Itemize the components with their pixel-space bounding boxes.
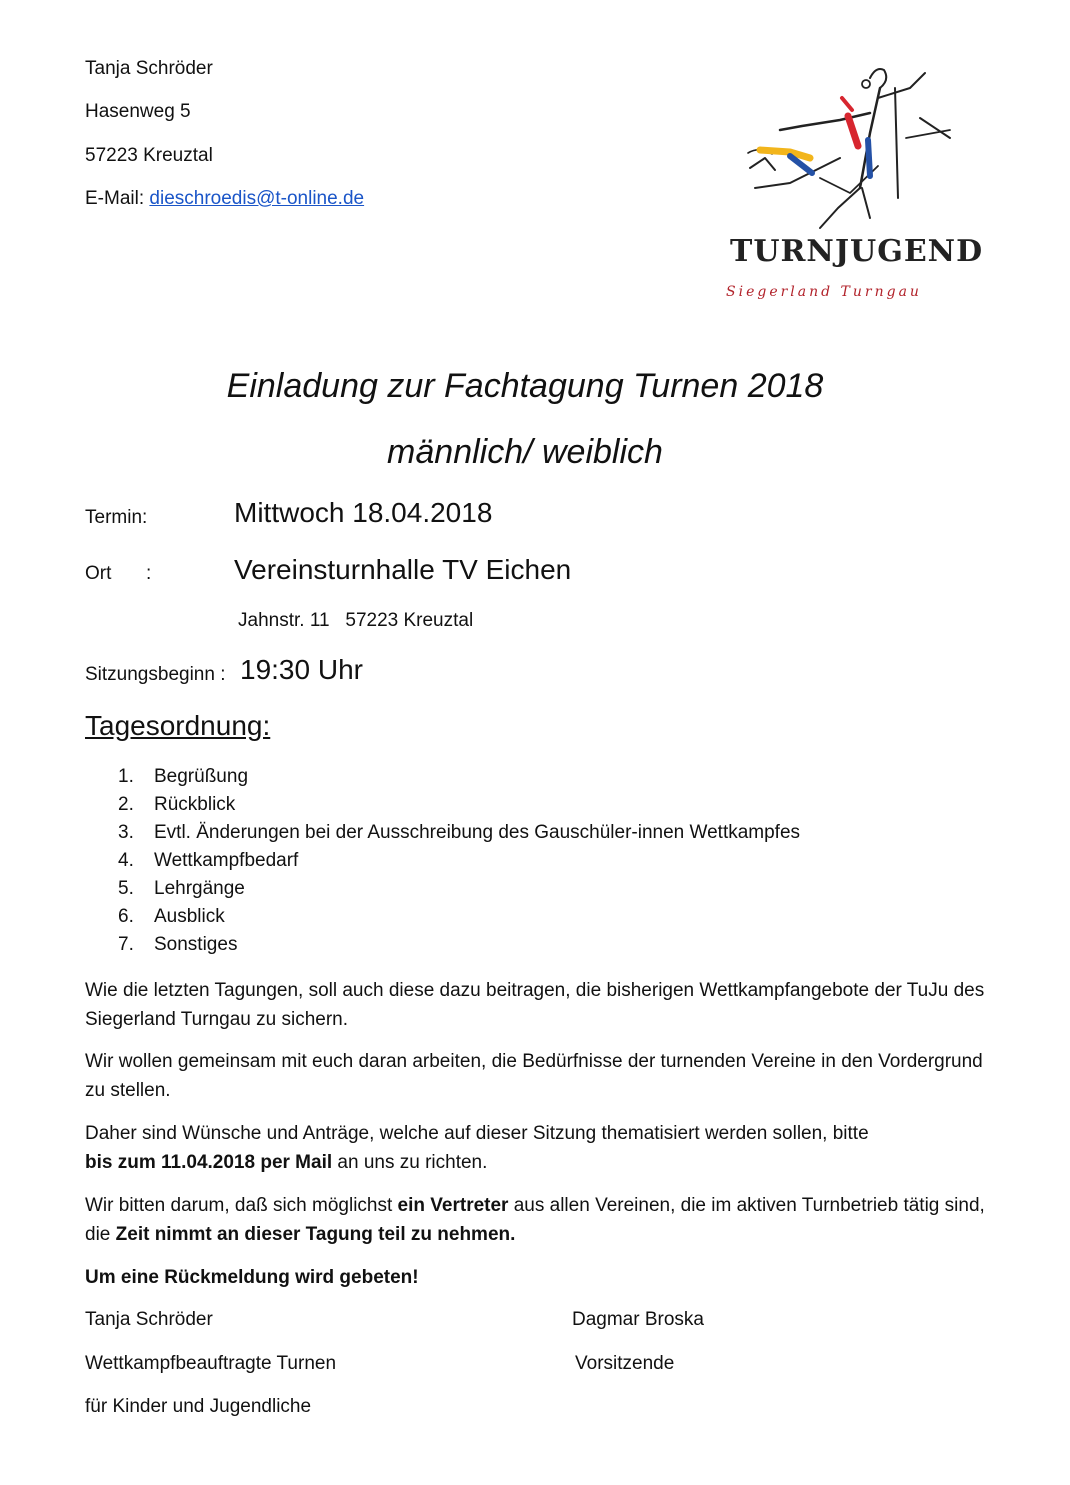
paragraph-5 xyxy=(85,1263,985,1292)
turnjugend-logo xyxy=(720,58,984,308)
agenda-item-number: 5. xyxy=(118,878,134,899)
paragraph-4 xyxy=(85,1191,985,1249)
agenda-item-number: 1. xyxy=(118,766,134,787)
signature-left-role-2: für Kinder und Jugendliche xyxy=(85,1396,312,1417)
paragraph-3 xyxy=(85,1119,985,1177)
logo-subtitle: Siegerland Turngau xyxy=(726,284,922,300)
agenda-heading: Tagesordnung: xyxy=(85,710,271,741)
agenda-item-text: Begrüßung xyxy=(154,766,249,787)
agenda-item-number: 2. xyxy=(118,794,134,815)
paragraph-3-end: an uns zu richten. xyxy=(332,1152,488,1173)
gymnast-figure-icon xyxy=(720,58,970,308)
agenda-item-number: 6. xyxy=(118,906,134,927)
sender-street: Hasenweg 5 xyxy=(85,101,191,122)
feedback-request: Um eine Rückmeldung wird gebeten! xyxy=(85,1267,419,1288)
agenda-item-text: Sonstiges xyxy=(154,934,238,955)
paragraph-1 xyxy=(85,976,985,1034)
title-line-1: Einladung zur Fachtagung Turnen 2018 xyxy=(226,367,824,405)
termin-value: Mittwoch 18.04.2018 xyxy=(234,497,493,528)
paragraph-1-text: Wie die letzten Tagungen, soll auch diese dazu beitragen, die bisherigen Wettkampfangebote der TuJu des Siegerland Turngau zu sichern. xyxy=(85,980,985,1030)
sitzungsbeginn-value: 19:30 Uhr xyxy=(240,654,363,685)
signature-left-role: Wettkampfbeauftragte Turnen xyxy=(85,1353,337,1374)
email-link[interactable]: dieschroedis@t-online.de xyxy=(149,188,365,209)
agenda-item-text: Rückblick xyxy=(154,794,236,815)
agenda-item-number: 3. xyxy=(118,822,134,843)
ort-value: Vereinsturnhalle TV Eichen xyxy=(234,554,572,585)
ort-colon: : xyxy=(146,563,152,584)
paragraph-2 xyxy=(85,1047,985,1105)
agenda-item-text: Lehrgänge xyxy=(154,878,245,899)
agenda-item-number: 7. xyxy=(118,934,134,955)
paragraph-4-bold-1: ein Vertreter xyxy=(397,1195,509,1216)
paragraph-4-text-2: aus allen Vereinen, die im aktiven Turnbetrieb tätig sind, die xyxy=(85,1195,985,1245)
agenda-item-text: Ausblick xyxy=(154,906,225,927)
title-line-2: männlich/ weiblich xyxy=(387,433,663,471)
paragraph-4-bold-2: Zeit nimmt an dieser Tagung teil zu nehmen. xyxy=(115,1224,516,1245)
email-label: E-Mail: xyxy=(85,188,145,209)
agenda-item-text: Wettkampfbedarf xyxy=(154,850,299,871)
paragraph-3-text: Daher sind Wünsche und Anträge, welche auf dieser Sitzung thematisiert werden sollen, bitte xyxy=(85,1123,869,1144)
signature-left-name: Tanja Schröder xyxy=(85,1309,213,1330)
logo-wordmark: TURNJUGEND xyxy=(730,234,984,269)
agenda-item-text: Evtl. Änderungen bei der Ausschreibung des Gauschüler-innen Wettkampfes xyxy=(154,822,801,843)
sender-email-line xyxy=(85,188,364,210)
signature-right-role: Vorsitzende xyxy=(575,1353,675,1374)
paragraph-4-text: Wir bitten darum, daß sich möglichst xyxy=(85,1195,398,1216)
sitzungsbeginn-label: Sitzungsbeginn : xyxy=(85,664,226,685)
agenda-item-number: 4. xyxy=(118,850,134,871)
signature-right-name: Dagmar Broska xyxy=(572,1309,704,1330)
paragraph-2-text: Wir wollen gemeinsam mit euch daran arbeiten, die Bedürfnisse der turnenden Vereine in den Vordergrund zu stellen. xyxy=(85,1051,983,1101)
paragraph-3-deadline: bis zum 11.04.2018 per Mail xyxy=(85,1152,333,1173)
termin-label: Termin: xyxy=(85,507,148,528)
sender-city: 57223 Kreuztal xyxy=(85,145,213,166)
ort-label: Ort xyxy=(85,563,112,584)
sender-name: Tanja Schröder xyxy=(85,58,213,79)
ort-address: Jahnstr. 11 57223 Kreuztal xyxy=(238,610,474,631)
